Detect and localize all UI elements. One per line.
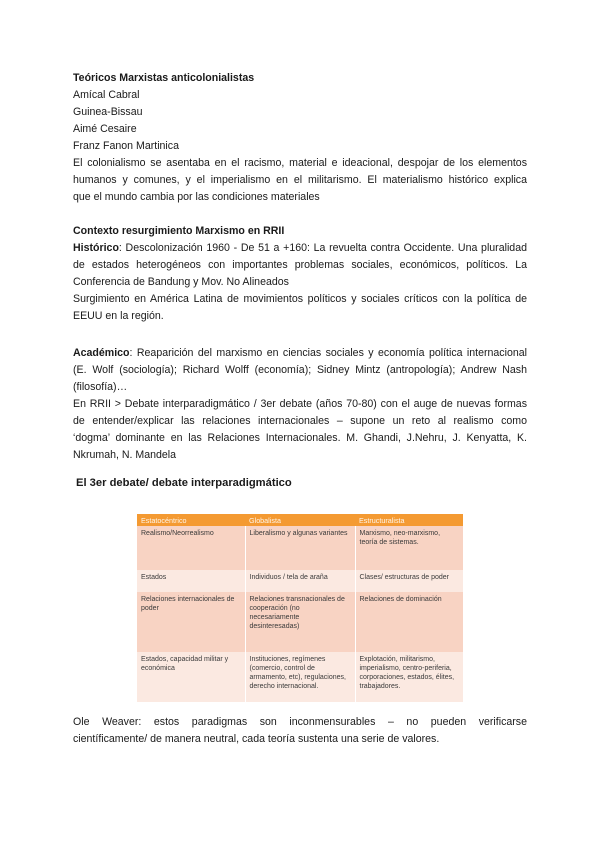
table-cell: Individuos / tela de araña — [245, 570, 355, 592]
theorist-name: Guinea-Bissau — [73, 106, 143, 118]
table-row — [137, 652, 463, 702]
table-cell: Marxismo, neo-marxismo, teoría de sistemas. — [355, 526, 463, 570]
section-title-third-debate: El 3er debate/ debate interparadigmático — [76, 477, 292, 489]
paragraph-line: En RRII > Debate interparadigmático / 3er debate (años 70-80) con el auge de nuevas formas — [73, 398, 527, 410]
paragraph-line: EEUU en la región. — [73, 310, 164, 322]
table-header-cell: Estructuralista — [355, 514, 463, 526]
table-cell: Instituciones, regímenes (comercio, control de armamento, etc), regulaciones, derecho internacional. — [245, 652, 355, 702]
historico-text: : Descolonización 1960 - De 51 a +160: La revuelta contra Occidente. Una pluralidad — [118, 242, 527, 254]
paragraph-line: Conferencia de Bandung y Mov. No Alineados — [73, 276, 289, 288]
section-title: Teóricos Marxistas anticolonialistas — [73, 72, 255, 84]
table-cell: Estados, capacidad militar y económica — [137, 652, 245, 702]
section-closing — [73, 714, 527, 748]
table-cell: Realismo/Neorrealismo — [137, 526, 245, 570]
section-context — [73, 223, 527, 325]
table-header-cell: Globalista — [245, 514, 355, 526]
table-cell: Estados — [137, 570, 245, 592]
table-header-row — [137, 514, 463, 526]
theorist-name: Amícal Cabral — [73, 89, 140, 101]
section-title: Contexto resurgimiento Marxismo en RRII — [73, 225, 285, 237]
table-row — [137, 526, 463, 570]
paragraph-line — [73, 345, 527, 362]
table-row — [137, 592, 463, 652]
paragraph-line: ‘dogma’ dominante en las Relaciones Internacionales. M. Ghandi, J.Nehru, J. Kenyatta, K. — [73, 432, 527, 444]
paragraph-line: (E. Wolf (sociología); Richard Wolff (economía); Sidney Mintz (antropología); Andrew Nash — [73, 364, 527, 376]
section-marxist-theorists — [73, 70, 527, 206]
table-cell: Explotación, militarismo, imperialismo, centro-periferia, corporaciones, estados, élites, trabajadores. — [355, 652, 463, 702]
table-cell: Relaciones internacionales de poder — [137, 592, 245, 652]
academico-text: : Reaparición del marxismo en ciencias sociales y economía política internacional — [129, 347, 527, 359]
theorist-name: Franz Fanon Martinica — [73, 140, 179, 152]
paradigms-table — [137, 514, 464, 702]
paragraph-line — [73, 240, 527, 257]
theorist-name: Aimé Cesaire — [73, 123, 137, 135]
paragraph-line: Nkrumah, N. Mandela — [73, 449, 177, 461]
table-cell: Liberalismo y algunas variantes — [245, 526, 355, 570]
paragraph-line: Ole Weaver: estos paradigmas son inconmensurables – no pueden verificarse — [73, 716, 527, 728]
table-cell: Relaciones transnacionales de cooperación (no necesariamente desinteresadas) — [245, 592, 355, 652]
table-cell: Clases/ estructuras de poder — [355, 570, 463, 592]
paragraph-line: El colonialismo se asentaba en el racismo, material e ideacional, despojar de los elementos — [73, 157, 527, 169]
paragraph-line: de estados heterogéneos con importantes problemas sociales, económicos, políticos. La — [73, 259, 527, 271]
historico-label: Histórico — [73, 242, 119, 254]
paragraph-line: (filosofía)… — [73, 381, 128, 393]
table-cell: Relaciones de dominación — [355, 592, 463, 652]
academico-label: Académico — [73, 347, 130, 359]
table-row — [137, 570, 463, 592]
table-header-cell: Estatocéntrico — [137, 514, 245, 526]
paragraph-line: Surgimiento en América Latina de movimientos políticos y sociales críticos con la política de — [73, 293, 527, 305]
paragraph-line: científicamente/ de manera neutral, cada teoría sustenta una serie de valores. — [73, 733, 440, 745]
paragraph-line: de entender/explicar las relaciones internacionales – supone un reto al realismo como — [73, 415, 527, 427]
paragraph-line: humanos y comunes, y el imperialismo en el militarismo. El materialismo histórico explica — [73, 174, 527, 186]
paragraph-line: que el mundo cambia por las condiciones materiales — [73, 191, 320, 203]
section-academico — [73, 345, 527, 464]
